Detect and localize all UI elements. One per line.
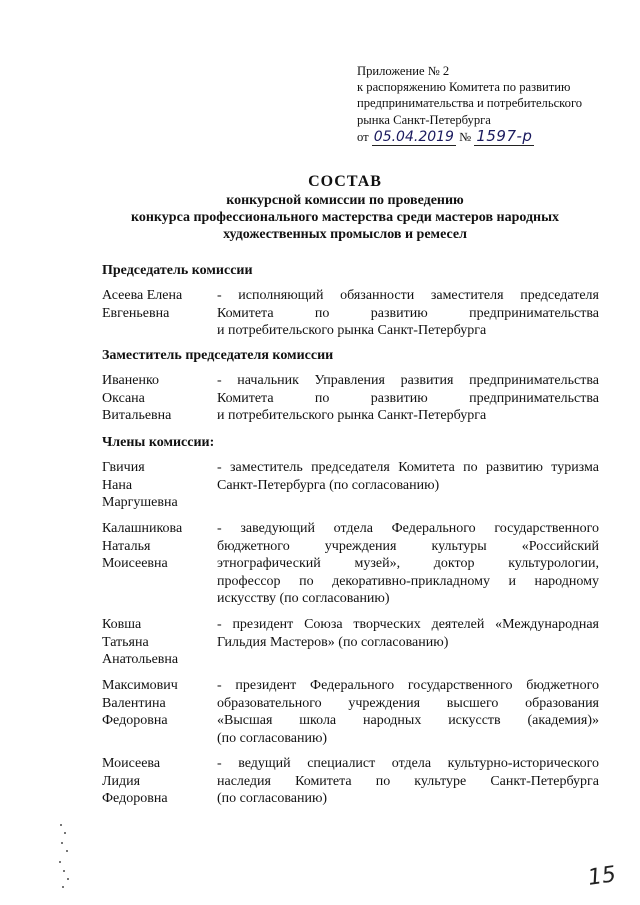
name-line: Максимович [102, 678, 178, 693]
person-name [102, 372, 212, 425]
person-name [102, 616, 212, 669]
person-name [102, 520, 212, 573]
name-line: Татьяна [102, 634, 149, 650]
handwritten-number: 1597-р [476, 126, 533, 145]
name-line: Анатольевна [102, 652, 179, 667]
position-line: - президент Федерального государственного бюджетного [217, 678, 599, 693]
position-line: «Высшая школа народных искусств (академия)» [217, 713, 599, 728]
name-line: Асеева Елена [102, 288, 183, 303]
appendix-block [357, 63, 607, 145]
name-line: Иваненко [102, 373, 160, 388]
position-line: и потребительского рынка Санкт-Петербурга [217, 323, 487, 338]
name-line: Моисеева [102, 756, 161, 771]
position-line: - начальник Управления развития предпринимательства [217, 373, 599, 388]
person-position [217, 616, 599, 651]
position-line: наследия Комитета по культуре Санкт-Петербурга [217, 773, 599, 789]
position-line: этнографический музей», доктор культурологии, [217, 556, 599, 571]
person-position [217, 677, 599, 747]
handwritten-page-number: 15 [586, 862, 618, 891]
name-line: Лидия [102, 773, 141, 789]
appendix-date-number [357, 128, 607, 145]
date-prefix: от [357, 129, 369, 144]
title-sub: конкурсной комиссии по проведению [226, 193, 464, 208]
position-line: - президент Союза творческих деятелей «Международная [217, 617, 599, 632]
name-line: Калашникова [102, 521, 183, 536]
name-line: Гвичия [102, 460, 145, 475]
section-members: Члены комиссии: [102, 435, 215, 450]
name-line: Ковша [102, 617, 142, 632]
person-position [217, 287, 599, 340]
title-sub: конкурса профессионального мастерства среди мастеров народных [130, 210, 560, 225]
name-line: Наталья [102, 538, 151, 554]
section-deputy: Заместитель председателя комиссии [102, 348, 334, 363]
person-name [102, 755, 212, 808]
position-line: - заведующий отдела Федерального государственного [217, 521, 599, 536]
position-line: (по согласованию) [217, 791, 328, 806]
person-name [102, 287, 212, 322]
section-chair: Председатель комиссии [102, 263, 253, 278]
position-line: профессор по декоративно-прикладному и народному [217, 573, 599, 589]
name-line: Валентина [102, 695, 166, 711]
position-line: - заместитель председателя Комитета по развитию туризма [217, 460, 599, 475]
appendix-line: к распоряжению Комитета по развитию [357, 80, 571, 95]
name-line: Оксана [102, 390, 145, 406]
name-line: Федоровна [102, 713, 168, 728]
title-main: СОСТАВ [308, 173, 382, 190]
position-line: и потребительского рынка Санкт-Петербурга [217, 408, 487, 423]
person-position [217, 459, 599, 494]
position-line: - исполняющий обязанности заместителя председателя [217, 288, 599, 303]
name-line: Витальевна [102, 408, 172, 423]
position-line: Комитета по развитию предпринимательства [217, 390, 599, 406]
number-prefix: № [459, 129, 472, 144]
appendix-line: Приложение № 2 [357, 64, 450, 78]
scan-margin-marks [58, 820, 72, 890]
position-line: Гильдия Мастеров» (по согласованию) [217, 634, 449, 650]
position-line: - ведущий специалист отдела культурно-исторического [217, 756, 599, 771]
appendix-line: предпринимательства и потребительского [357, 96, 583, 111]
name-line: Маргушевна [102, 495, 178, 510]
position-line: бюджетного учреждения культуры «Российский [217, 538, 599, 554]
person-name [102, 677, 212, 730]
name-line: Федоровна [102, 791, 168, 806]
title-sub: художественных промыслов и ремесел [223, 227, 467, 242]
name-line: Евгеньевна [102, 305, 170, 321]
name-line: Моисеевна [102, 556, 168, 571]
document-title [60, 172, 630, 243]
name-line: Нана [102, 477, 133, 493]
handwritten-date: 05.04.2019 [373, 128, 454, 145]
position-line: Комитета по развитию предпринимательства [217, 305, 599, 321]
position-line: (по согласованию) [217, 730, 328, 746]
position-line: образовательного учреждения высшего образования [217, 695, 599, 711]
person-position [217, 520, 599, 608]
position-line: Санкт-Петербурга (по согласованию) [217, 477, 440, 493]
appendix-line: рынка Санкт-Петербурга [357, 112, 491, 127]
person-name [102, 459, 212, 512]
person-position [217, 372, 599, 425]
position-line: искусству (по согласованию) [217, 591, 390, 606]
person-position [217, 755, 599, 808]
